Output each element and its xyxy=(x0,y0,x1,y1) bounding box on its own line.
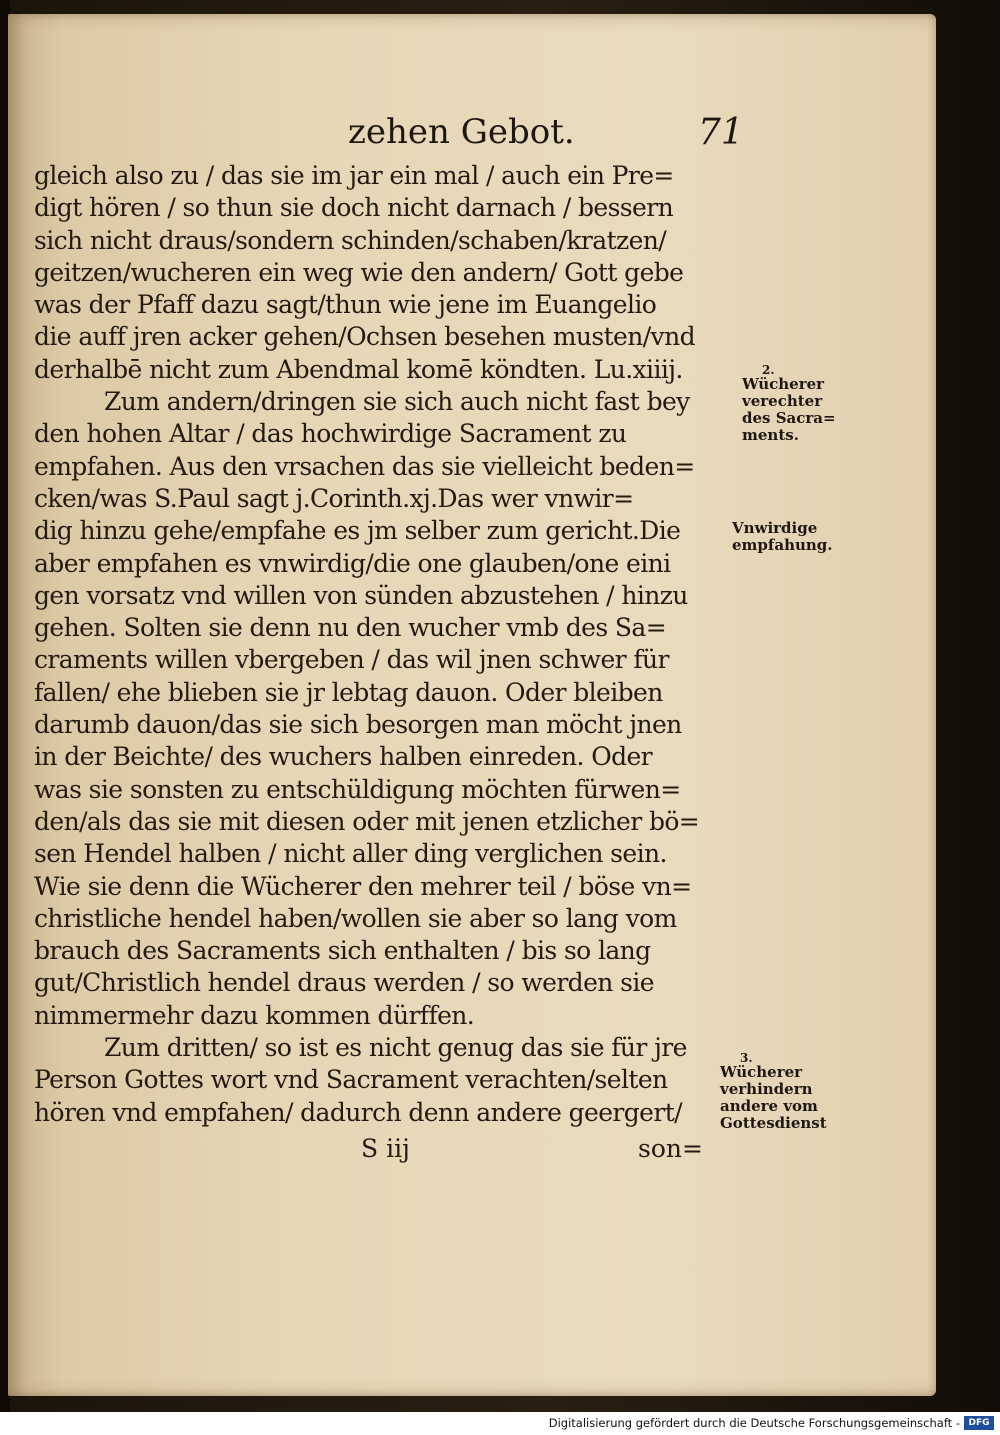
text-line: brauch des Sacraments sich enthalten / bis so lang xyxy=(34,936,651,966)
text-line: was der Pfaff dazu sagt/thun wie jene im Euangelio xyxy=(34,290,657,320)
marginal-note-line: des Sacra= xyxy=(742,409,836,427)
signature-mark: S iij xyxy=(361,1134,410,1163)
marginal-note-line: ments. xyxy=(742,426,799,444)
text-line: hören vnd empfahen/ dadurch denn andere geergert/ xyxy=(34,1097,682,1127)
page-header xyxy=(8,112,936,160)
text-line: gut/Christlich hendel draus werden / so werden sie xyxy=(34,968,654,998)
text-line: gleich also zu / das sie im jar ein mal / auch ein Pre= xyxy=(34,161,674,190)
text-line: cken/was S.Paul sagt j.Corinth.xj.Das wer vnwir= xyxy=(34,483,634,513)
marginal-note xyxy=(732,520,833,554)
text-line: die auff jren acker gehen/Ochsen besehen musten/vnd xyxy=(34,322,695,352)
text-line: nimmermehr dazu kommen dürffen. xyxy=(34,1000,475,1030)
marginal-note-line: Wücherer xyxy=(742,375,825,393)
marginal-note-line: Wücherer xyxy=(720,1063,803,1081)
signature-line xyxy=(8,1134,718,1174)
funding-credit: Digitalisierung gefördert durch die Deutsche Forschungsgemeinschaft - xyxy=(548,1416,960,1430)
text-line: dig hinzu gehe/empfahe es jm selber zum gericht.Die xyxy=(34,516,681,546)
text-line: christliche hendel haben/wollen sie aber so lang vom xyxy=(34,903,677,933)
text-line: Wie sie denn die Wücherer den mehrer teil / böse vn= xyxy=(34,871,692,901)
marginal-note-line: empfahung. xyxy=(732,536,833,554)
page-number: 71 xyxy=(698,112,744,153)
text-line: in der Beichte/ des wuchers halben einreden. Oder xyxy=(34,742,653,772)
text-line: Person Gottes wort vnd Sacrament verachten/selten xyxy=(34,1065,668,1095)
text-line: den/als das sie mit diesen oder mit jenen etzlicher bö= xyxy=(34,806,700,836)
text-line: aber empfahen es vnwirdig/die one glauben/one eini xyxy=(34,548,671,578)
catchword: son= xyxy=(638,1134,703,1163)
text-line: Zum dritten/ so ist es nicht genug das sie für jre xyxy=(104,1033,687,1063)
running-title: zehen Gebot. xyxy=(348,112,575,152)
marginal-note-line: andere vom xyxy=(720,1097,818,1115)
text-line: Zum andern/dringen sie sich auch nicht fast bey xyxy=(104,387,690,417)
footer xyxy=(0,1412,1000,1435)
text-line: gehen. Solten sie denn nu den wucher vmb des Sa= xyxy=(34,613,667,643)
marginal-note-number: 3. xyxy=(740,1051,753,1065)
text-line: was sie sonsten zu entschüldigung möchten fürwen= xyxy=(34,774,681,804)
text-line: craments willen vbergeben / das wil jnen schwer für xyxy=(34,645,669,675)
marginal-note-line: verhindern xyxy=(720,1080,813,1098)
body-text xyxy=(34,160,734,1129)
dfg-logo: DFG xyxy=(964,1416,994,1430)
text-line: derhalbē nicht zum Abendmal komē köndten. Lu.xiiij. xyxy=(34,354,683,384)
text-line: sen Hendel halben / nicht aller ding verglichen sein. xyxy=(34,839,667,869)
text-line: empfahen. Aus den vrsachen das sie vielleicht beden= xyxy=(34,451,695,481)
text-line: sich nicht draus/sondern schinden/schaben/kratzen/ xyxy=(34,225,667,255)
marginal-note-line: Gottesdienst xyxy=(720,1114,827,1132)
marginal-note-number: 2. xyxy=(762,363,775,377)
text-line: digt hören / so thun sie doch nicht darnach / bessern xyxy=(34,193,674,223)
text-line: den hohen Altar / das hochwirdige Sacrament zu xyxy=(34,419,627,449)
marginal-note xyxy=(720,1052,827,1132)
marginal-note-line: verechter xyxy=(742,392,823,410)
text-line: darumb dauon/das sie sich besorgen man möcht jnen xyxy=(34,710,682,740)
marginal-note-line: Vnwirdige xyxy=(732,519,818,537)
marginal-note xyxy=(742,364,836,444)
text-line: geitzen/wucheren ein weg wie den andern/ Gott gebe xyxy=(34,257,684,287)
book-page xyxy=(8,14,936,1396)
text-line: fallen/ ehe blieben sie jr lebtag dauon. Oder bleiben xyxy=(34,677,663,707)
text-line: gen vorsatz vnd willen von sünden abzustehen / hinzu xyxy=(34,580,688,610)
